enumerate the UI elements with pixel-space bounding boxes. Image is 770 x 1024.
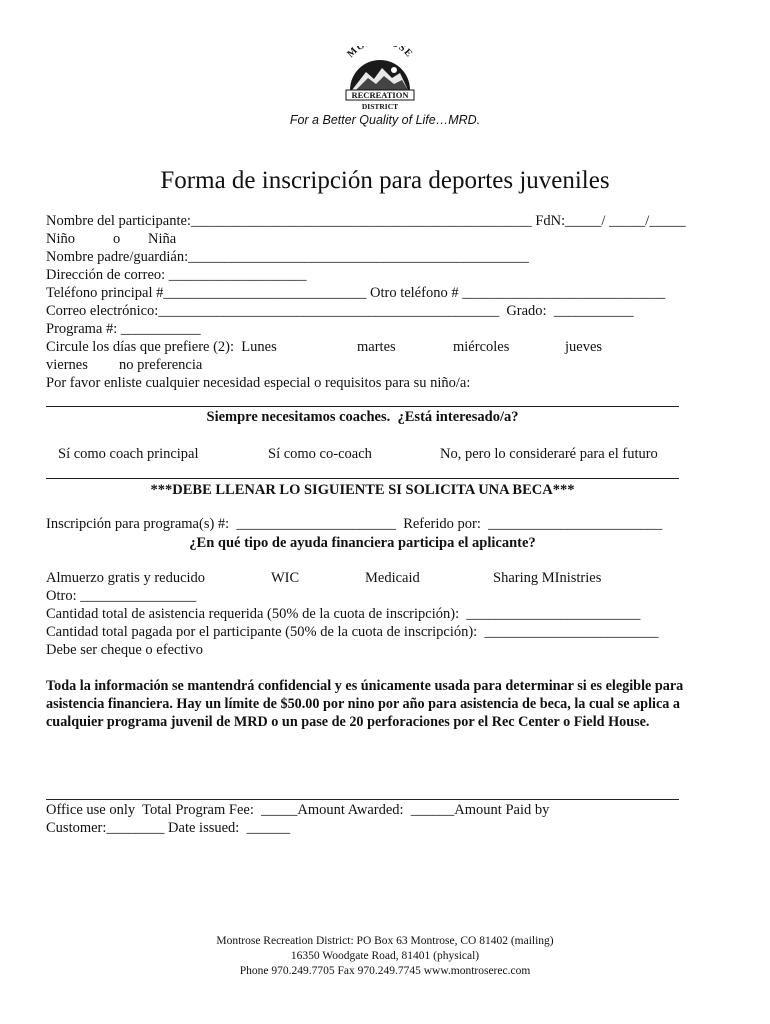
financial-aid-question: ¿En qué tipo de ayuda financiera participa el aplicante? [189, 535, 536, 551]
phone-field[interactable]: Teléfono principal #____________________________ Otro teléfono # ____________________________ [46, 285, 666, 301]
confidentiality-note: Toda la información se mantendrá confidencial y es únicamente usada para determinar si es elegible para asistencia financiera. Hay un límite de $50.00 por nino por año para asistencia de beca, la cual se aplica a cualquier programa juvenil de MRD o un pase de 20 perforaciones por el Rec Center o Field House. [46, 678, 684, 730]
divider [46, 478, 679, 479]
office-use-line-2: Customer:________ Date issued: ______ [46, 820, 291, 836]
footer-address-physical: 16350 Woodgate Road, 81401 (physical) [290, 950, 480, 962]
day-wednesday[interactable]: miércoles [453, 339, 510, 355]
gender-girl-option[interactable]: Niña [148, 231, 177, 247]
footer-contact: Phone 970.249.7705 Fax 970.249.7745 www.montroserec.com [239, 965, 531, 977]
guardian-name-field[interactable]: Nombre padre/guardián:_______________________________________________ [46, 249, 529, 265]
aid-other-field[interactable]: Otro: ________________ [46, 588, 197, 604]
footer-address-mailing: Montrose Recreation District: PO Box 63 Montrose, CO 81402 (mailing) [216, 935, 554, 947]
aid-medicaid-option[interactable]: Medicaid [365, 570, 420, 586]
scholarship-program-field[interactable]: Inscripción para programa(s) #: ______________________ Referido por: ________________________ [46, 516, 663, 532]
svg-text:MONTROSE [345, 46, 415, 60]
scholarship-heading: ***DEBE LLENAR LO SIGUIENTE SI SOLICITA UNA BECA*** [150, 482, 575, 498]
day-tuesday[interactable]: martes [357, 339, 396, 355]
coach-head-option[interactable]: Sí como coach principal [58, 446, 199, 462]
participant-name-field[interactable]: Nombre del participante:_______________________________________________ FdN:_____/ _____/_____ [46, 213, 686, 229]
logo [330, 46, 430, 112]
logo-bottom-text: DISTRICT [361, 102, 399, 111]
days-prompt: Circule los días que prefiere (2): Lunes [46, 339, 277, 355]
no-preference[interactable]: no preferencia [119, 357, 203, 373]
day-thursday[interactable]: jueves [565, 339, 603, 355]
email-grade-field[interactable]: Correo electrónico:_______________________________________________ Grado: ___________ [46, 303, 634, 319]
logo-mountain-graphic [330, 46, 430, 112]
coach-future-option[interactable]: No, pero lo consideraré para el futuro [440, 446, 658, 462]
aid-sharing-option[interactable]: Sharing MInistries [493, 570, 602, 586]
tagline: For a Better Quality of Life…MRD. [289, 113, 481, 127]
logo-top-text: MO SE [345, 46, 415, 60]
gender-boy-option[interactable]: Niño [46, 231, 75, 247]
divider [46, 799, 679, 800]
total-paid-field[interactable]: Cantidad total pagada por el participante (50% de la cuota de inscripción): ________________________ [46, 624, 659, 640]
day-friday[interactable]: viernes [46, 357, 88, 373]
special-needs-prompt: Por favor enliste cualquier necesidad especial o requisitos para su niño/a: [46, 375, 471, 391]
logo-banner-text: RECREATION [351, 90, 409, 100]
payment-method-note: Debe ser cheque o efectivo [46, 642, 204, 658]
aid-wic-option[interactable]: WIC [271, 570, 300, 586]
page-title: Forma de inscripción para deportes juveniles [160, 167, 610, 194]
divider [46, 406, 679, 407]
gender-or-text: o [113, 231, 121, 247]
total-requested-field[interactable]: Cantidad total de asistencia requerida (50% de la cuota de inscripción): ________________________ [46, 606, 641, 622]
coaches-heading: Siempre necesitamos coaches. ¿Está interesado/a? [206, 409, 519, 425]
mailing-address-field[interactable]: Dirección de correo: ___________________ [46, 267, 307, 283]
aid-lunch-option[interactable]: Almuerzo gratis y reducido [46, 570, 206, 586]
program-field[interactable]: Programa #: ___________ [46, 321, 201, 337]
office-use-line-1: Office use only Total Program Fee: _____Amount Awarded: ______Amount Paid by [46, 802, 550, 818]
coach-co-option[interactable]: Sí como co-coach [268, 446, 372, 462]
